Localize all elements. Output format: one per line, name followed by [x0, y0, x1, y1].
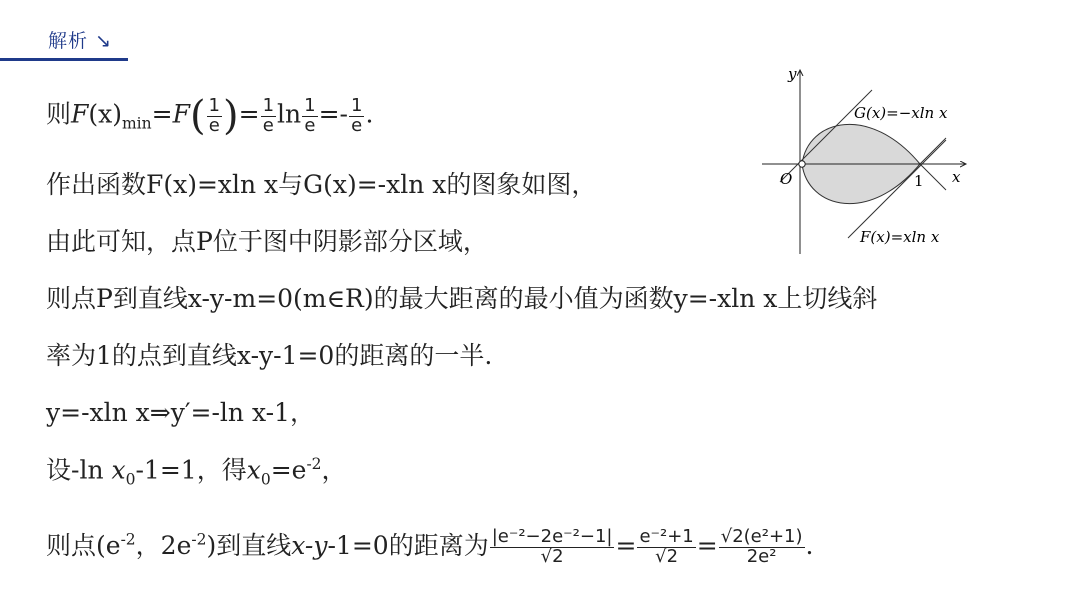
paren-left: ( — [189, 93, 206, 139]
text-F2: F — [172, 99, 190, 129]
line-draw-graph: 作出函数F(x)=xln x与G(x)=-xln x的图象如图， — [46, 170, 597, 199]
frac-den: e — [208, 114, 220, 136]
text-period: . — [805, 530, 814, 560]
analysis-title: 解析 ↘ — [48, 30, 112, 52]
x-one-label: 1 — [914, 172, 924, 190]
F-function-label: F(x)=xln x — [860, 228, 940, 246]
frac-num: 1 — [208, 94, 220, 116]
origin-label: O — [780, 170, 793, 188]
line-solve-x0 — [46, 457, 347, 488]
header-underline — [0, 58, 128, 61]
curve-G-extension — [920, 164, 946, 190]
frac-num: √2(e²+1) — [720, 526, 803, 547]
frac-num: 1 — [262, 94, 275, 116]
frac-den: √2 — [540, 545, 564, 567]
x-axis-label: x — [952, 168, 961, 186]
frac-den: √2 — [655, 545, 679, 567]
origin-open-point — [799, 161, 805, 167]
sub-0: 0 — [125, 470, 136, 489]
frac-distance-2 — [637, 528, 695, 567]
frac-num: e⁻²+1 — [639, 526, 694, 547]
frac-distance-3 — [719, 528, 805, 567]
sup-neg2: -2 — [306, 455, 322, 473]
sub-0-2: 0 — [260, 470, 271, 489]
frac-num: 1 — [350, 94, 363, 116]
paren-right: ) — [223, 93, 239, 139]
text-x: (x) — [88, 99, 122, 129]
line-distance-result — [46, 528, 813, 567]
text-F: F — [71, 99, 89, 129]
text-eq2: = — [696, 530, 718, 560]
line-min-value — [46, 93, 374, 139]
text-a: 则点(e — [46, 530, 121, 560]
line-tangent-slope: 率为1的点到直线x-y-1=0的距离的一半. — [46, 341, 493, 370]
text-c: )到直线 — [206, 530, 292, 560]
text-ze: 则 — [46, 99, 72, 129]
text-comma: ， — [321, 455, 347, 485]
text-period: . — [365, 99, 374, 129]
text-x0-2: x — [246, 455, 261, 485]
text-min: min — [121, 114, 152, 133]
frac-den: e — [304, 114, 316, 136]
function-graph — [760, 64, 980, 256]
curve-F-extension — [920, 138, 946, 164]
line-point-region: 由此可知，点P位于图中阴影部分区域， — [46, 227, 488, 256]
frac-one-over-e-3 — [302, 94, 317, 136]
text-e: -1=0的距离为 — [327, 530, 489, 560]
text-b: ，2e — [135, 530, 192, 560]
text-eq2: = — [238, 99, 260, 129]
G-function-label: G(x)=−xln x — [854, 104, 948, 122]
y-axis-label: y — [788, 65, 797, 83]
frac-den: e — [351, 114, 363, 136]
sup-2: -2 — [191, 530, 207, 549]
text-ln: ln — [277, 99, 302, 129]
text-eq: = — [151, 99, 173, 129]
frac-num: 1 — [304, 94, 316, 116]
frac-num: |e⁻²−2e⁻²−1| — [491, 526, 613, 547]
text-x0: x — [111, 455, 126, 485]
frac-one-over-e — [207, 94, 222, 136]
sup-1: -2 — [120, 530, 136, 549]
line-derivative: y=-xln x⇒y′=-ln x-1， — [46, 398, 315, 427]
frac-one-over-e-2 — [261, 94, 276, 136]
frac-distance-1 — [490, 528, 615, 567]
text-c: =e — [270, 455, 307, 485]
line-max-distance: 则点P到直线x-y-m=0(m∈R)的最大距离的最小值为函数y=-xln x上切线斜 — [46, 284, 878, 313]
frac-den: e — [262, 114, 274, 136]
frac-den: 2e² — [746, 545, 777, 567]
text-b: -1=1，得 — [135, 455, 247, 485]
text-a: 设-ln — [46, 455, 112, 485]
text-eq: = — [615, 530, 637, 560]
section-header — [0, 18, 130, 62]
frac-one-over-e-4 — [349, 94, 364, 136]
text-xy: x-y — [291, 530, 328, 560]
text-eq3: =- — [318, 99, 348, 129]
